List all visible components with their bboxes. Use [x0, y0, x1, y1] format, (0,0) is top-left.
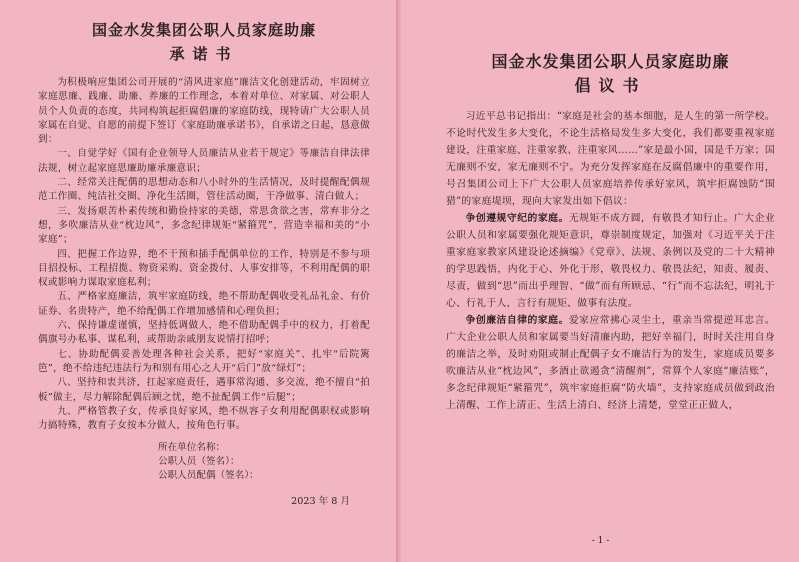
signature-block — [38, 441, 370, 483]
commitment-item-9: 九、严格管教子女，传承良好家风，绝不纵容子女利用配偶职权或影响力搞特殊，教育子女按本分做人，按角色行事。 — [38, 405, 370, 432]
initiative-section-1 — [446, 210, 775, 312]
initiative-subtitle: 倡议书 — [574, 76, 647, 95]
commitment-item-7: 七、协助配偶妥善处理各种社会关系，把好“家庭关”、扎牢“后院篱笆”，绝不给违纪违法行为和别有用心之人开“后门”放“绿灯”； — [38, 348, 370, 374]
commitment-item-4: 四、把握工作边界，绝不干预和插手配偶单位的工作，特别是不参与项目招投标、工程招揽、物资采购、资金拨付、人事安排等，不利用配偶的职权或影响力谋取家庭私利； — [38, 248, 370, 289]
commitment-item-8: 八、坚持和衷共济，扛起家庭责任，遇事常沟通、多交流，绝不擅自“拍板”做主，尽力解除配偶后顾之忧，绝不扯配偶工作“后腿”； — [38, 377, 370, 403]
commitment-intro: 为积极响应集团公司开展的“清风进家庭”廉洁文化创建活动，牢固树立家庭思廉、践廉、助廉、养廉的工作理念，本着对单位、对家属、对公职人员个人负责的态度，共同构筑起拒腐倡廉的家庭防线，现特请广大公职人员家属在自觉、自愿的前提下签订《家庭助廉承诺书》，自承诺之日起，恳意做到： — [38, 77, 370, 146]
initiative-section-1-heading: 争创遵规守纪的家庭。 — [465, 213, 569, 224]
commitment-item-1: 一、自觉学好《国有企业领导人员廉洁从业若干规定》等廉洁自律法律法规，树立起家庭思廉助廉承廉意识； — [38, 148, 370, 174]
commitment-item-5: 五、严格家庭廉洁，筑牢家庭防线，绝不帮助配偶收受礼品礼金、有价证券、名贵特产，绝不给配偶工作增加感情和心理负担； — [38, 291, 370, 317]
signature-spouse-label: 公职人员配偶（签名）： — [158, 470, 259, 482]
page-number: - 1 - — [591, 536, 610, 546]
commitment-item-2: 二、经常关注配偶的思想动态和八小时外的生活情况，及时提醒配偶规范工作圈、纯洁社交圈、净化生活圈，管住活动圈，干净做事、清白做人； — [38, 177, 370, 203]
initiative-section-2 — [446, 312, 775, 414]
commitment-subtitle: 承诺书 — [169, 45, 239, 63]
initiative-section-2-heading: 争创廉洁自律的家庭。 — [465, 315, 569, 326]
initiative-section-1-text: 无规矩不成方圆，有敬畏才知行止。广大企业公职人员和家属要强化规矩意识，尊崇制度规定，加强对《习近平关于注重家庭家教家风建设论述摘编》《党章》、法规、条例以及党的二十大精神的学思践悟，内化于心、外化于形，敬畏权力、敬畏法纪，知责、履责、尽责，做到“思”而出乎理智、“做”而有所顾忌、“行”而不忘法纪，明礼于心、行礼于人，言行有规矩、做事有法度。 — [446, 213, 776, 309]
commitment-title: 国金水发集团公职人员家庭助廉 — [91, 21, 316, 39]
commitment-letter-page — [0, 0, 396, 562]
initiative-section-2-text: 爱家应常拂心灵尘土，重亲当常提逆耳忠言。广大企业公职人员和家属要当好清廉内助，把好幸福门，时时关注用自身的廉洁之举，及时劝阻或制止配偶子女不廉洁行为的发生，家庭成员要多吹廉洁从业“枕边风”，多酒止欲遏贪“清醒剂”，常算个人家庭“廉洁账”，多念纪律规矩“紧箍咒”，筑牢家庭拒腐“防火墙”，支持家庭成员做到政治上清醒、工作上清正、生活上清白、经济上清楚，堂堂正正做人， — [446, 315, 776, 411]
commitment-item-3: 三、发扬艰苦朴素传统和勤俭持家的美德，常思贪欲之害，常弃非分之想，多吹廉洁从业“枕边风”，多念纪律规矩“紧箍咒”，营造幸福和美的“小家庭”； — [38, 205, 370, 246]
commitment-date: 2023 年 8 月 — [291, 496, 350, 508]
signature-unit-label: 所在单位名称： — [158, 442, 226, 454]
initiative-letter-page — [402, 0, 799, 562]
signature-official-label: 公职人员（签名）： — [158, 456, 240, 468]
commitment-item-6: 六、保持谦虚谨慎，坚持低调做人，绝不借助配偶手中的权力，打着配偶旗号办私事、谋私利，或帮助亲戚朋友说情打招呼； — [38, 320, 370, 346]
initiative-intro: 习近平总书记指出：“家庭是社会的基本细胞，是人生的第一所学校。不论时代发生多大变化，不论生活格局发生多大变化，我们都要重视家庭建设，注重家庭、注重家教、注重家风……”家是最小国，国是千万家；国无廉则不安，家无廉则不宁。为充分发挥家庭在反腐倡廉中的重要作用，号召集团公司上下广大公职人员家庭培养传承好家风，筑牢拒腐蚀防“围猎”的家庭堤坝，现向大家发出如下倡议： — [446, 111, 775, 207]
initiative-title: 国金水发集团公职人员家庭助廉 — [491, 52, 730, 71]
